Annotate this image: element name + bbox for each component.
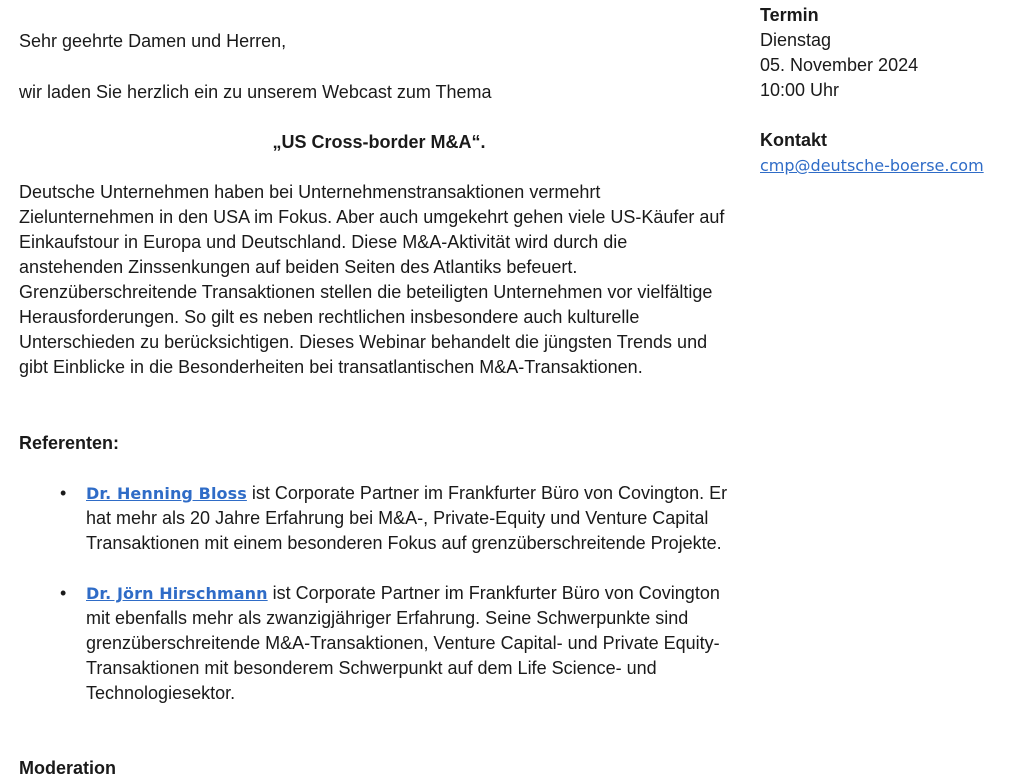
invitation-text: wir laden Sie herzlich ein zu unserem Webcast zum Thema: [19, 82, 492, 102]
description-paragraph: Deutsche Unternehmen haben bei Unternehmenstransaktionen vermehrt Zielunternehmen in den USA im Fokus. Aber auch umgekehrt gehen viele US-Käufer auf Einkaufstour in Europa und Deutschland. Diese M&A-Aktivität wird durch die anstehenden Zinssenkungen auf beiden Seiten des Atlantiks befeuert. Grenzüberschreitende Transaktionen stellen die beteiligten Unternehmen vor vielfältige Herausforderungen. So gilt es neben rechtlichen insbesondere auch kulturelle Unterschieden zu berücksichtigen. Dieses Webinar behandelt die jüngsten Trends und gibt Einblicke in die Besonderheiten bei transatlantischen M&A-Transaktionen.: [19, 182, 725, 377]
speaker-link-henning-bloss[interactable]: Dr. Henning Bloss: [86, 484, 247, 503]
contact-heading: Kontakt: [760, 130, 827, 150]
bullet-icon: •: [60, 583, 67, 603]
webcast-topic: „US Cross-border M&A“.: [272, 132, 486, 152]
moderation-heading: Moderation: [19, 758, 116, 778]
speaker-item: [19, 581, 736, 706]
speaker-link-joern-hirschmann[interactable]: Dr. Jörn Hirschmann: [86, 584, 268, 603]
event-info-sidebar: [760, 3, 1020, 178]
date-heading: Termin: [760, 5, 819, 25]
speakers-list: [19, 481, 739, 731]
speaker-bio: ist Corporate Partner im Frankfurter Büro von Covington mit ebenfalls mehr als zwanzigjähriger Erfahrung. Seine Schwerpunkte sind grenzüberschreitende M&A-Transaktionen, Venture Capital- und Private Equity-Transaktionen mit besonderem Schwerpunkt auf dem Life Science- und Technologiesektor.: [86, 583, 720, 703]
speakers-heading: Referenten:: [19, 433, 120, 453]
speaker-bio: ist Corporate Partner im Frankfurter Büro von Covington. Er hat mehr als 20 Jahre Erfahrung bei M&A-, Private-Equity und Venture Capital Transaktionen mit einem besonderen Fokus auf grenzüberschreitende Projekte.: [86, 483, 728, 553]
greeting: Sehr geehrte Damen und Herren,: [19, 31, 287, 51]
bullet-icon: •: [60, 483, 67, 503]
speaker-item: [19, 481, 736, 556]
contact-email-link[interactable]: cmp@deutsche-boerse.com: [760, 156, 984, 175]
event-time: 10:00 Uhr: [760, 80, 840, 100]
event-day: Dienstag: [760, 30, 832, 50]
event-date: 05. November 2024: [760, 55, 919, 75]
spacer: [760, 103, 1020, 128]
